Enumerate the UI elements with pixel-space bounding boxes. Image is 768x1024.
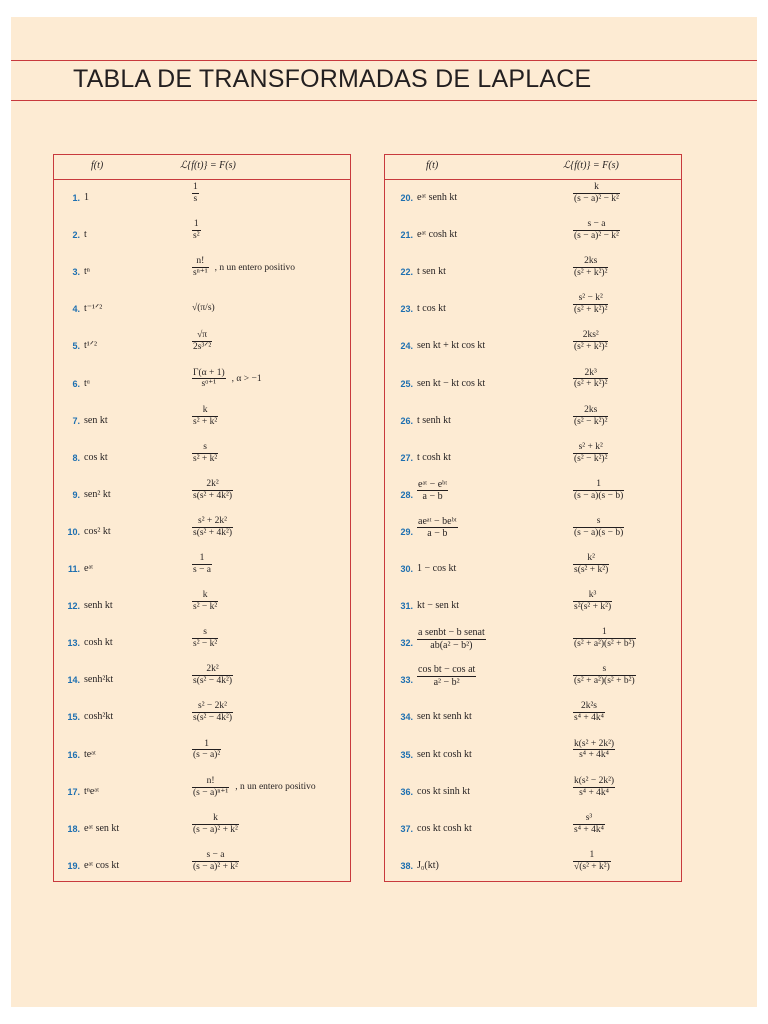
transform-fraction [573,368,608,391]
transform-expression [192,330,212,353]
denominator: s² − k² [193,639,218,650]
transform-fraction [573,293,608,316]
transform-fraction [573,405,608,428]
row-number: 32. [400,638,413,649]
row-number: 20. [400,193,413,203]
transform-fraction [192,850,239,873]
numerator: Γ(α + 1) [193,367,225,378]
row-number: 7. [72,415,80,426]
denominator: sⁿ⁺¹ [193,268,208,279]
row-number: 18. [67,823,80,834]
table-row [54,626,350,662]
transform-expression [573,553,609,576]
right-table [384,154,682,882]
transform-expression [573,219,620,242]
transform-expression [573,664,636,687]
denominator: a − b [427,528,448,540]
numerator: s [192,627,218,639]
transform-fraction [573,516,624,539]
table-row [54,367,350,403]
numerator: 1 [573,627,636,639]
function-expression: t [84,229,87,241]
denominator: (s² − k²)² [574,416,608,427]
denominator: (s − a)(s − b) [574,490,624,501]
denominator: s² [193,231,200,242]
function-expression: eᵃᵗ cosh kt [417,229,458,241]
transform-fraction [192,256,209,279]
function-expression: tⁿeᵃᵗ [84,785,100,797]
transform-fraction [192,701,233,724]
numerator: n! [192,256,209,268]
row-number: 9. [72,489,80,500]
transform-expression [573,701,605,724]
table-row [54,738,350,774]
row-number: 28. [400,489,413,500]
table-row [385,329,681,365]
function-expression: t sen kt [417,266,446,278]
transform-expression [192,664,233,687]
transform-fraction [192,219,201,242]
numerator: s − a [192,850,239,862]
row-number: 11. [67,564,80,574]
transform-expression [192,553,212,576]
page [11,17,757,1007]
row-number: 24. [400,341,413,352]
table-row [54,700,350,736]
numerator: k [573,182,620,194]
function-expression: cos kt sinh kt [417,785,471,797]
function-fraction [417,479,448,503]
numerator: k(s² − 2k²) [574,775,615,786]
function-expression: eᵃᵗ cos kt [84,859,120,871]
numerator: aeᵃᵗ − beᵇᵗ [418,515,457,527]
function-expression [417,664,476,688]
row-number: 16. [67,749,80,760]
transform-fraction [573,776,615,799]
table-row [54,292,350,328]
transform-expression [192,405,218,428]
transform-fraction [192,330,212,353]
denominator: s(s² + k²) [574,564,609,575]
function-expression: 1 − cos kt [417,563,457,574]
transform-expression [573,813,605,836]
numerator: 1 [573,479,624,491]
table-row [54,515,350,551]
numerator: √π [192,330,212,342]
table-row [385,738,681,774]
table-row [54,441,350,477]
function-expression: t cosh kt [417,451,451,463]
table-row [54,589,350,625]
table-row [385,292,681,328]
table-row [385,255,681,291]
function-fraction [417,664,476,688]
table-row [54,478,350,514]
denominator: (s − a)(s − b) [574,527,624,538]
row-number: 14. [67,675,80,686]
denominator: (s² + k²)² [574,305,608,316]
row-number: 22. [400,267,413,278]
denominator: (s² + a²)(s² + b²) [574,639,635,650]
function-expression: sen kt − kt cos kt [417,377,486,389]
function-expression: kt − sen kt [417,600,460,612]
page-title: TABLA DE TRANSFORMADAS DE LAPLACE [73,65,592,93]
row-number: 26. [400,415,413,426]
transform-note: , n un entero positivo [214,262,296,273]
function-expression: senh²kt [84,674,114,686]
function-expression: senh kt [84,600,113,612]
table-row [54,775,350,811]
denominator: s(s² − 4k²) [193,713,233,724]
denominator: s⁴ + 4k⁴ [574,824,604,835]
table-row [385,626,681,662]
header-F: ℒ{f(t)} = F(s) [563,160,619,171]
function-expression [417,516,458,540]
denominator: (s² + k²)² [574,268,608,279]
row-number: 36. [400,786,413,797]
denominator: s − a [193,564,212,575]
row-number: 21. [400,230,413,241]
denominator: (s − a)² + k² [193,861,238,872]
row-number: 38. [400,860,413,871]
transform-fraction [573,627,636,650]
bottom-rule [11,100,757,101]
transform-fraction [573,182,620,205]
denominator: s⁴ + 4k⁴ [574,713,604,724]
row-number: 4. [72,304,80,315]
transform-fraction [573,701,605,724]
row-number: 17. [67,786,80,797]
row-number: 19. [67,860,80,871]
numerator: 1 [192,553,212,565]
row-number: 30. [400,564,413,574]
table-row [385,589,681,625]
transform-fraction [192,627,218,650]
row-number: 31. [400,601,413,612]
numerator: k [192,813,239,825]
numerator: s² − 2k² [192,701,233,713]
transform-fraction [573,813,605,836]
function-expression: eᵃᵗ sen kt [84,822,120,834]
table-row [385,663,681,699]
transform-fraction [192,739,221,762]
row-number: 1. [72,193,80,203]
numerator: k(s² + 2k²) [574,738,615,749]
row-number: 34. [400,712,413,723]
numerator: s² + k² [573,442,608,454]
denominator: a − b [422,491,443,503]
transform-fraction [192,813,239,836]
function-expression: cosh²kt [84,711,114,723]
transform-note: , α > −1 [231,373,262,384]
numerator: 1 [193,182,198,192]
table-row [385,367,681,403]
transform-expression [573,256,608,279]
numerator: 2ks² [573,330,608,342]
transform-fraction [192,405,218,428]
top-rule [11,60,757,61]
numerator: n! [192,776,229,788]
denominator: (s − a)² [193,750,221,761]
transform-expression [573,516,624,539]
row-number: 27. [400,452,413,463]
row-number: 12. [67,601,80,612]
row-number: 23. [400,304,413,315]
function-expression: t cos kt [417,303,446,315]
denominator: 2s³ᐟ² [193,342,212,353]
denominator: s²(s² + k²) [574,602,612,613]
transform-expression [192,182,199,205]
denominator: s⁴ + 4k⁴ [579,787,609,798]
denominator: (s² − k²)² [574,453,608,464]
transform-fraction [573,739,615,762]
denominator: sᵅ⁺¹ [201,379,217,390]
table-row [385,700,681,736]
function-expression: t¹ᐟ² [84,340,98,352]
transform-expression [192,516,233,539]
transform-expression [573,293,608,316]
transform-fraction [192,553,212,576]
table-row [385,181,681,217]
denominator: a² − b² [433,676,460,688]
transform-fraction [192,590,218,613]
table-row [385,515,681,551]
row-number: 6. [72,378,80,389]
transform-expression [192,813,239,836]
function-expression: sen² kt [84,488,111,500]
numerator: s [192,442,218,454]
numerator: 2ks [573,405,608,417]
denominator: ab(a² − b²) [430,639,473,651]
function-expression: sen kt + kt cos kt [417,340,486,352]
transform-fraction [573,553,609,576]
transform-expression [192,293,215,313]
numerator: 2k³ [573,368,608,380]
denominator: s(s² + 4k²) [193,527,233,538]
row-number: 35. [400,749,413,760]
transform-fraction [192,368,226,391]
function-expression: tᵅ [84,377,90,389]
denominator: (s² + a²)(s² + b²) [574,676,635,687]
function-expression: cos kt cosh kt [417,822,472,834]
numerator: 2ks [573,256,608,268]
row-number: 15. [67,712,80,723]
transform-fraction [192,182,199,205]
denominator: s(s² + 4k²) [193,490,233,501]
header-f: f(t) [91,160,104,171]
numerator: 1 [573,850,611,862]
function-expression: cosh kt [84,637,113,649]
numerator: a senbt − b senat [418,627,485,639]
transform-note: , n un entero positivo [235,782,316,793]
function-expression: sen kt cosh kt [417,748,472,760]
table-row [385,552,681,588]
table-row [385,441,681,477]
function-expression: eᵃᵗ [84,563,94,574]
function-expression: sen kt senh kt [417,711,472,723]
table-row [385,849,681,885]
numerator: s [573,664,636,676]
numerator: s [573,516,624,528]
row-number: 37. [400,823,413,834]
table-row [385,775,681,811]
transform-fraction [573,256,608,279]
transform-expression [192,739,221,762]
function-expression: cos² kt [84,525,111,537]
function-expression [417,627,486,651]
transform-expression [573,739,615,762]
function-expression: teᵃᵗ [84,748,96,760]
numerator: k [192,590,218,602]
table-row [385,812,681,848]
transform-fraction [192,664,233,687]
transform-expression [192,850,239,873]
transform-fraction [573,330,608,353]
numerator: k³ [573,590,612,602]
function-expression: tⁿ [84,266,90,278]
transform-expression [573,182,620,205]
function-expression: 1 [84,192,89,203]
denominator: s² − k² [193,602,218,613]
table-row [54,329,350,365]
numerator: cos bt − cos at [418,664,476,676]
function-expression: eᵃᵗ senh kt [417,192,458,203]
transform-fraction [192,516,233,539]
numerator: s² − k² [573,293,608,305]
transform-root: √(π/s) [192,303,215,314]
denominator: (s² + k²)² [574,342,608,353]
denominator: s(s² − 4k²) [193,676,233,687]
transform-expression [192,776,316,799]
numerator: k [192,405,218,417]
table-row [385,404,681,440]
transform-expression [573,405,608,428]
row-number: 29. [400,526,413,537]
function-fraction [417,627,486,651]
row-number: 13. [67,638,80,649]
transform-expression [192,442,218,465]
numerator: 2k² [192,479,233,491]
numerator: 2k²s [573,701,605,713]
transform-expression [573,330,608,353]
transform-expression [192,701,233,724]
transform-expression [573,850,611,873]
table-row [54,849,350,885]
header-F: ℒ{f(t)} = F(s) [180,160,236,171]
transform-expression [573,627,636,650]
function-expression [417,479,448,503]
denominator: (s − a)² − k² [574,193,619,204]
table-row [385,218,681,254]
numerator: eᵃᵗ − eᵇᵗ [418,478,448,490]
transform-fraction [573,590,612,613]
table-row [54,663,350,699]
row-number: 3. [72,267,80,278]
numerator: s³ [573,813,605,825]
transform-expression [573,479,624,502]
table-row [54,255,350,291]
transform-expression [192,256,295,279]
denominator: s² + k² [193,416,218,427]
row-number: 5. [72,341,80,352]
row-number: 8. [72,452,80,463]
transform-expression [573,776,615,799]
denominator: (s − a)² + k² [193,824,238,835]
transform-fraction [573,219,620,242]
numerator: s² + 2k² [192,516,233,528]
table-row [54,218,350,254]
transform-expression [192,590,218,613]
left-table [53,154,351,882]
denominator: (s − a)ⁿ⁺¹ [193,787,229,798]
function-expression: t senh kt [417,414,451,426]
transform-expression [573,442,608,465]
transform-fraction [573,442,608,465]
table-row [385,478,681,514]
transform-expression [192,368,262,391]
denominator: √(s² + k²) [574,861,610,872]
transform-expression [573,590,612,613]
row-number: 33. [400,675,413,686]
transform-fraction [192,479,233,502]
row-number: 25. [400,378,413,389]
function-expression: cos kt [84,451,108,463]
numerator: 1 [193,219,199,230]
transform-expression [192,479,233,502]
denominator: s⁴ + 4k⁴ [579,750,609,761]
denominator: (s² + k²)² [574,379,608,390]
transform-fraction [573,664,636,687]
numerator: 1 [192,739,221,751]
table-row [54,552,350,588]
numerator: 2k² [192,664,233,676]
transform-expression [192,627,218,650]
table-header [385,155,681,180]
function-expression: J₀(kt) [417,859,439,871]
table-row [54,812,350,848]
numerator: k² [573,553,609,565]
transform-fraction [573,850,611,873]
denominator: (s − a)² − k² [574,231,619,242]
transform-expression [573,368,608,391]
row-number: 10. [67,526,80,537]
table-row [54,404,350,440]
transform-fraction [573,479,624,502]
function-expression: sen kt [84,414,108,426]
function-fraction [417,516,458,540]
header-f: f(t) [426,160,439,171]
numerator: s − a [573,219,620,231]
denominator: s² + k² [193,453,218,464]
table-row [54,181,350,217]
function-expression: t⁻¹ᐟ² [84,303,103,315]
transform-fraction [192,776,229,799]
row-number: 2. [72,230,80,241]
transform-expression [192,219,201,242]
transform-fraction [192,442,218,465]
table-header [54,155,350,180]
denominator: s [193,193,198,204]
